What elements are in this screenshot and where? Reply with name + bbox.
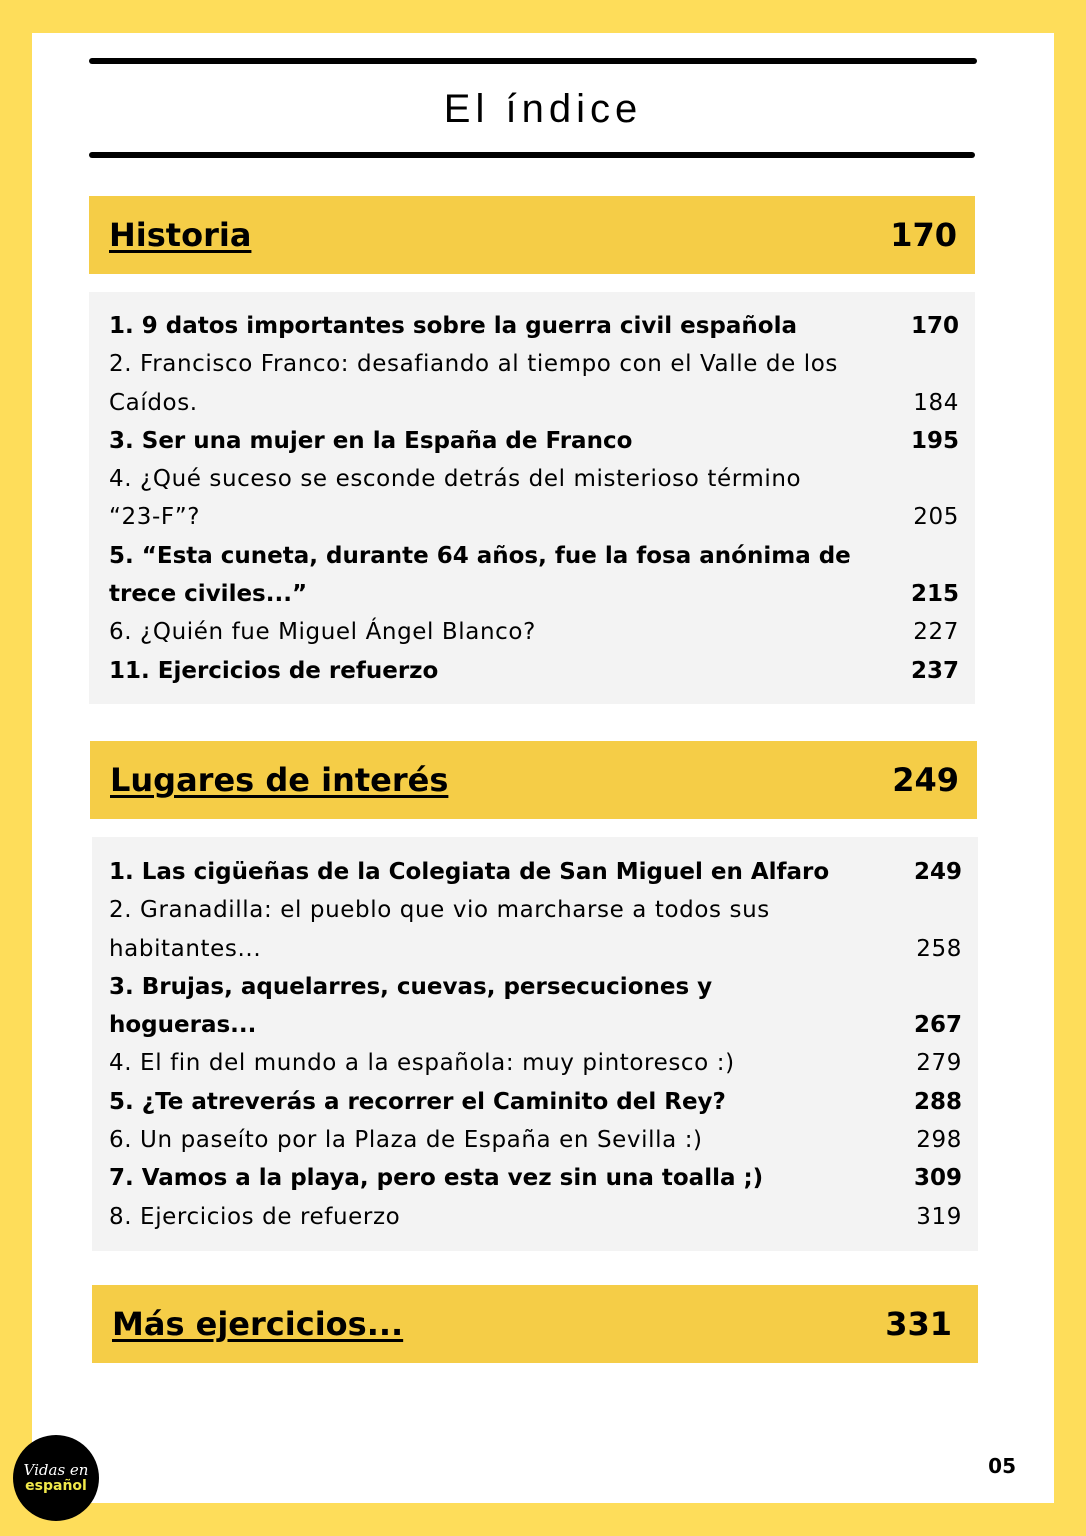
toc-entry-page: 298: [916, 1127, 962, 1154]
toc-entry[interactable]: [109, 345, 959, 422]
toc-entry-title[interactable]: 4. ¿Qué suceso se esconde detrás del misterioso término “23-F”?: [109, 466, 802, 531]
toc-entry-title[interactable]: 5. “Esta cuneta, durante 64 años, fue la fosa anónima de trece civiles...”: [109, 542, 851, 608]
brand-logo: [13, 1435, 99, 1521]
title-rule-top: [89, 58, 977, 64]
toc-entry-title[interactable]: 5. ¿Te atreverás a recorrer el Caminito del Rey?: [109, 1088, 726, 1115]
toc-entry[interactable]: [109, 460, 959, 537]
toc-entry[interactable]: [109, 1044, 962, 1082]
toc-entry-page: 227: [913, 619, 959, 646]
toc-entry-title[interactable]: 11. Ejercicios de refuerzo: [109, 657, 439, 684]
toc-entry-title[interactable]: 2. Francisco Franco: desafiando al tiempo con el Valle de los Caídos.: [109, 351, 839, 416]
toc-entry-page: 184: [913, 389, 959, 416]
toc-entry-page: 205: [913, 504, 959, 531]
section-list-historia: [89, 292, 975, 704]
toc-entry[interactable]: [109, 968, 962, 1045]
toc-entry-title[interactable]: 1. 9 datos importantes sobre la guerra civil española: [109, 313, 797, 339]
page-number: 05: [988, 1454, 1016, 1478]
toc-entry-title[interactable]: 1. Las cigüeñas de la Colegiata de San Miguel en Alfaro: [109, 859, 830, 885]
title-rule-bottom: [89, 152, 975, 158]
toc-entry-page: 288: [913, 1088, 962, 1115]
toc-entry[interactable]: [109, 1083, 962, 1121]
toc-entry-page: 215: [910, 581, 959, 608]
section-label[interactable]: Más ejercicios...: [112, 1305, 404, 1343]
toc-entry[interactable]: [109, 1198, 962, 1236]
toc-entry[interactable]: [109, 1121, 962, 1159]
section-list-lugares: [92, 837, 978, 1251]
toc-entry[interactable]: [109, 891, 962, 968]
section-label[interactable]: Historia: [109, 216, 252, 254]
toc-entry-title[interactable]: 6. ¿Quién fue Miguel Ángel Blanco?: [109, 619, 536, 646]
toc-entry-page: 267: [913, 1012, 962, 1039]
toc-entry-page: 195: [910, 427, 959, 454]
toc-entry[interactable]: [109, 1159, 962, 1197]
toc-entry-page: 237: [910, 657, 959, 684]
section-header-historia[interactable]: [89, 196, 975, 274]
logo-line-2: español: [25, 1478, 87, 1494]
toc-entry[interactable]: [109, 652, 959, 690]
toc-entry-title[interactable]: 3. Brujas, aquelarres, cuevas, persecuciones y hogueras...: [109, 973, 713, 1039]
toc-entry[interactable]: [109, 853, 962, 891]
section-header-mas-ejercicios[interactable]: [92, 1285, 978, 1363]
section-page: 331: [885, 1305, 952, 1343]
toc-entry[interactable]: [109, 537, 959, 614]
toc-entry[interactable]: [109, 422, 959, 460]
toc-entry[interactable]: [109, 307, 959, 345]
section-label[interactable]: Lugares de interés: [110, 761, 449, 799]
toc-entry-page: 258: [916, 935, 962, 962]
toc-entry-title[interactable]: 8. Ejercicios de refuerzo: [109, 1203, 401, 1230]
toc-entry-page: 170: [910, 313, 959, 339]
toc-entry[interactable]: [109, 613, 959, 651]
toc-entry-page: 279: [916, 1050, 962, 1077]
section-header-lugares[interactable]: [90, 741, 977, 819]
toc-entry-title[interactable]: 6. Un paseíto por la Plaza de España en Sevilla :): [109, 1127, 703, 1154]
logo-line-1: Vidas en: [23, 1461, 89, 1479]
toc-entry-page: 249: [913, 859, 962, 885]
toc-entry-title[interactable]: 2. Granadilla: el pueblo que vio marcharse a todos sus habitantes...: [109, 897, 770, 962]
section-page: 170: [890, 216, 957, 254]
section-page: 249: [892, 761, 959, 799]
toc-entry-page: 309: [913, 1165, 962, 1192]
toc-entry-title[interactable]: 7. Vamos a la playa, pero esta vez sin una toalla ;): [109, 1165, 764, 1192]
toc-entry-page: 319: [916, 1203, 962, 1230]
page-title: El índice: [443, 87, 643, 131]
toc-entry-title[interactable]: 4. El fin del mundo a la española: muy pintoresco :): [109, 1050, 735, 1077]
toc-entry-title[interactable]: 3. Ser una mujer en la España de Franco: [109, 427, 633, 454]
